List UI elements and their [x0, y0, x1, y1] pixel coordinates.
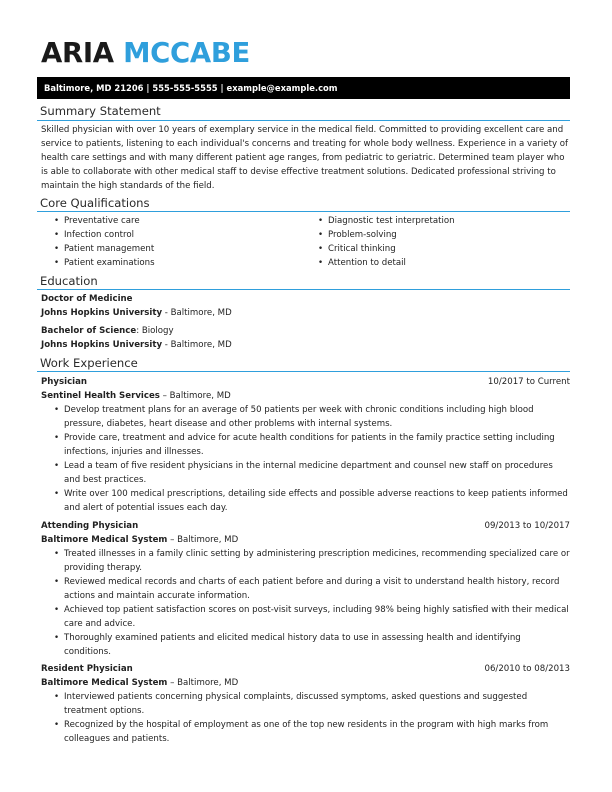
- employer-location: – Baltimore, MD: [159, 391, 231, 401]
- candidate-name: [41, 36, 250, 70]
- bullet-item: • Develop treatment plans for an average of 50 patients per week with chronic conditions including high blood pressure, diabetes, heart disease and other problems with internal systems.: [53, 403, 570, 431]
- education-rule: [37, 289, 570, 290]
- school-location: - Baltimore, MD: [162, 340, 232, 350]
- employer-location: – Baltimore, MD: [167, 535, 239, 545]
- school-line: [41, 306, 232, 320]
- last-name: MCCABE: [123, 37, 251, 69]
- employer: Baltimore Medical System: [41, 535, 168, 545]
- bullet-item: • Interviewed patients concerning physical complaints, discussed symptoms, asked questions and suggested treatment options.: [53, 690, 570, 718]
- education-entry: [41, 324, 232, 352]
- school-location: - Baltimore, MD: [162, 308, 232, 318]
- job-employer-line: [41, 533, 238, 547]
- job-title: Attending Physician: [41, 521, 139, 531]
- job-bullets: [53, 547, 570, 659]
- degree: Doctor of Medicine: [41, 294, 133, 304]
- experience-rule: [37, 371, 570, 372]
- qualification-item: • Preventative care: [53, 214, 155, 228]
- employer: Sentinel Health Services: [41, 391, 160, 401]
- degree-field: : Biology: [136, 326, 174, 336]
- experience-heading: Work Experience: [40, 356, 138, 370]
- qualifications-rule: [37, 211, 570, 212]
- contact-bar: Baltimore, MD 21206 | 555-555-5555 | example@example.com: [37, 77, 570, 99]
- degree-line: [41, 292, 232, 306]
- job-title: Physician: [41, 377, 88, 387]
- job-dates: 10/2017 to Current: [487, 377, 570, 387]
- education-heading: Education: [40, 274, 98, 288]
- job-employer-line: [41, 676, 238, 690]
- bullet-item: • Recognized by the hospital of employment as one of the top new residents in the program with high marks from colleagues and patients.: [53, 718, 570, 746]
- summary-rule: [37, 120, 570, 121]
- education-entry: [41, 292, 232, 320]
- job-bullets: [53, 403, 570, 515]
- job-dates: 09/2013 to 10/2017: [484, 521, 570, 531]
- qualification-item: • Patient examinations: [53, 256, 155, 270]
- bullet-item: • Write over 100 medical prescriptions, detailing side effects and possible adverse reactions to keep patients informed and alert of potential issues each day.: [53, 487, 570, 515]
- qualification-item: • Infection control: [53, 228, 155, 242]
- job-employer-line: [41, 389, 231, 403]
- qualification-item: • Diagnostic test interpretation: [317, 214, 455, 228]
- qualifications-heading: Core Qualifications: [40, 196, 150, 210]
- qualifications-list-right: [317, 214, 455, 270]
- bullet-item: • Provide care, treatment and advice for acute health conditions for patients in the family practice setting including infections, injuries and illnesses.: [53, 431, 570, 459]
- bullet-item: • Treated illnesses in a family clinic setting by administering prescription medicines, recommending specialized care or providing therapy.: [53, 547, 570, 575]
- first-name: ARIA: [41, 37, 114, 69]
- school-line: [41, 338, 232, 352]
- employer: Baltimore Medical System: [41, 678, 168, 688]
- job-title: Resident Physician: [41, 664, 133, 674]
- school: Johns Hopkins University: [41, 308, 163, 318]
- bullet-item: • Reviewed medical records and charts of each patient before and during a visit to understand health history, record actions and maintain accurate information.: [53, 575, 570, 603]
- job-bullets: [53, 690, 570, 746]
- qualifications-list-left: [53, 214, 155, 270]
- degree-line: [41, 324, 232, 338]
- employer-location: – Baltimore, MD: [167, 678, 239, 688]
- summary-text: Skilled physician with over 10 years of exemplary service in the medical field. Committed to providing excellent care and service to patients, listening to each individual's concerns and treating for whole body wellness. Experience in a variety of health care settings and with many different patient age ranges, from pediatric to geriatric. Determined team player who is able to collaborate with other medical staff to devise effective treatment solutions. Dedicated professional striving to maintain the high standards of the field.: [41, 125, 569, 191]
- bullet-item: • Thoroughly examined patients and elicited medical history data to use in assessing health and identifying conditions.: [53, 631, 570, 659]
- bullet-item: • Achieved top patient satisfaction scores on post-visit surveys, including 98% being highly satisfied with their medical care and advice.: [53, 603, 570, 631]
- degree: Bachelor of Science: [41, 326, 137, 336]
- qualification-item: • Attention to detail: [317, 256, 455, 270]
- qualification-item: • Critical thinking: [317, 242, 455, 256]
- job-dates: 06/2010 to 08/2013: [484, 664, 570, 674]
- summary-heading: Summary Statement: [40, 104, 161, 118]
- qualification-item: • Patient management: [53, 242, 155, 256]
- bullet-item: • Lead a team of five resident physicians in the internal medicine department and counsel new staff on procedures and best practices.: [53, 459, 570, 487]
- qualification-item: • Problem-solving: [317, 228, 455, 242]
- school: Johns Hopkins University: [41, 340, 163, 350]
